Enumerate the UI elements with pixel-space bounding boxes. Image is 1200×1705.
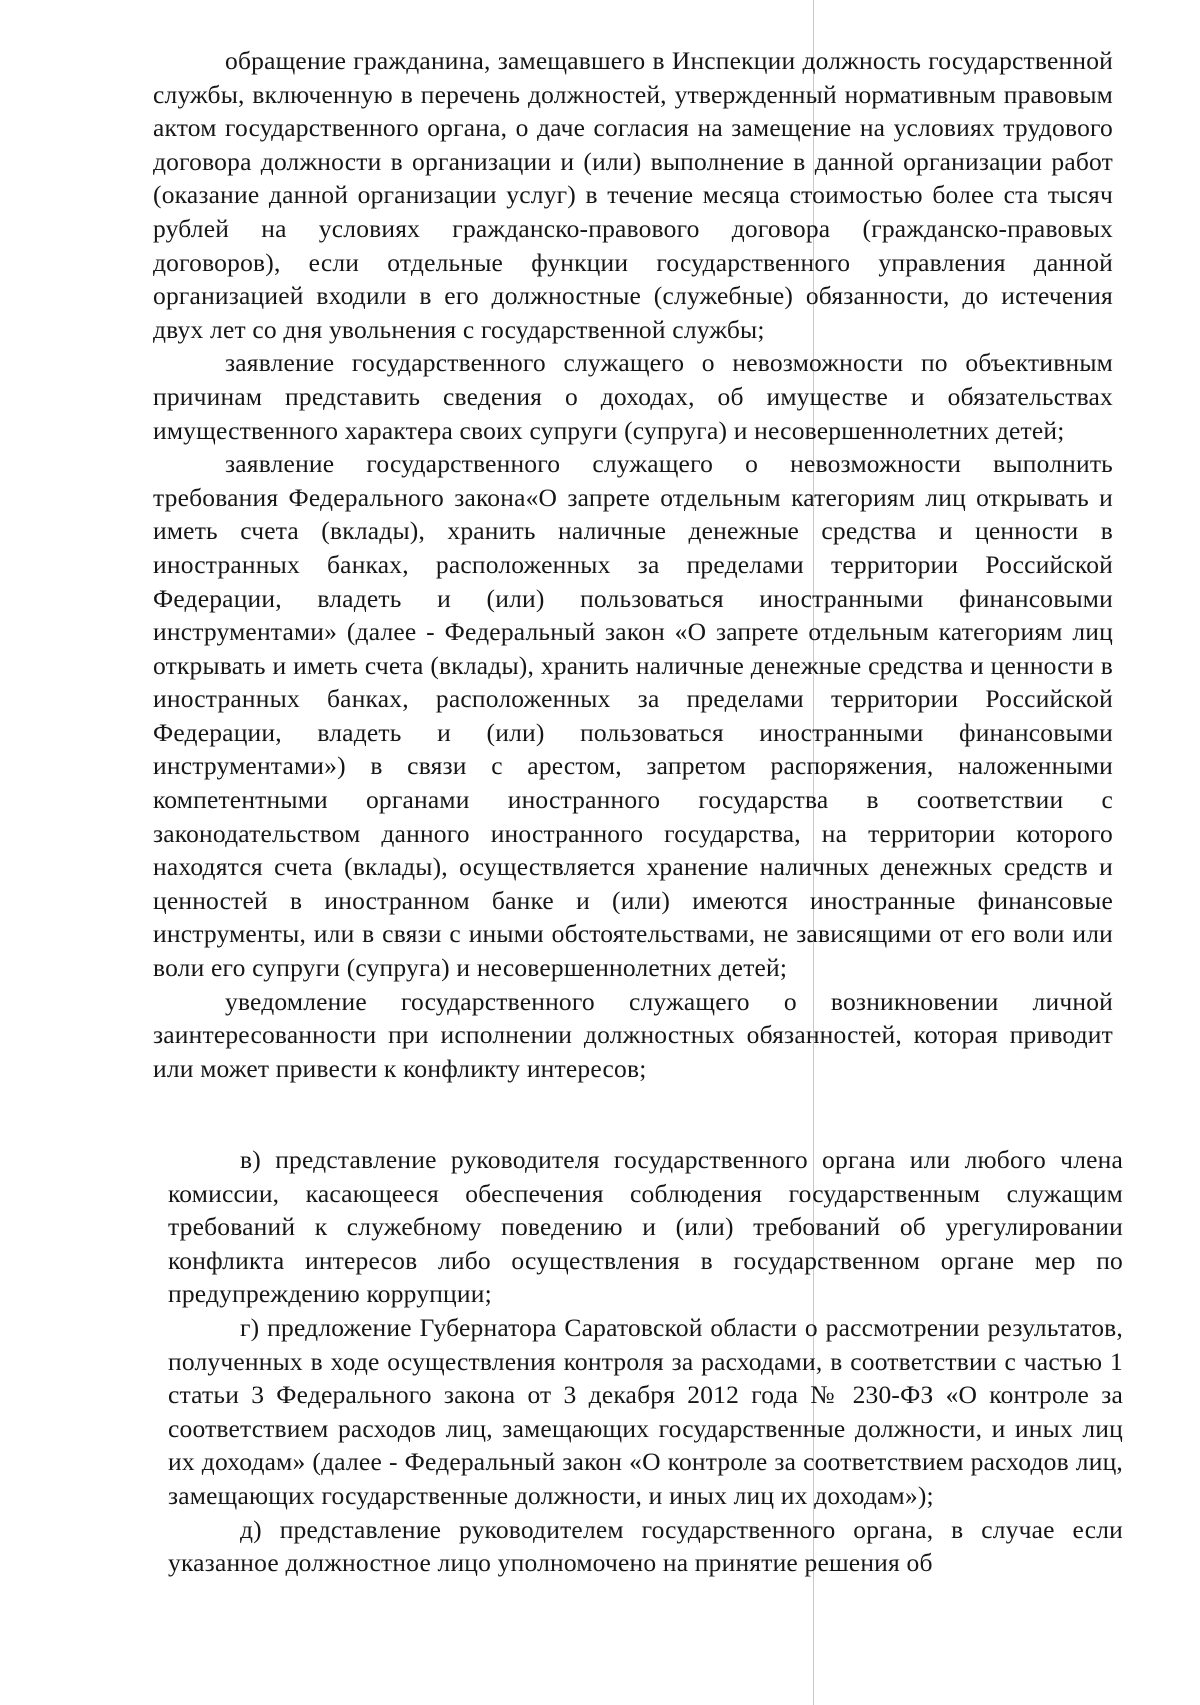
paragraph-statement-income: заявление государственного служащего о невозможности по объективным причинам представить сведения о доходах, об имуществе и обязательствах имущественного характера своих супруги (супруга) и несовершеннолетних детей; xyxy=(153,348,1113,445)
paragraph-statement-foreign-accounts: заявление государственного служащего о невозможности выполнить требования Федерального закона«О запрете отдельным категориям лиц открывать и иметь счета (вклады), хранить наличные денежные средства и ценности в иностранных банках, расположенных за пределами территории Российской Федерации, владеть и (или) пользоваться иностранными финансовыми инструментами» (далее - Федеральный закон «О запрете отдельным категориям лиц открывать и иметь счета (вклады), хранить наличные денежные средства и ценности в иностранных банках, расположенных за пределами территории Российской Федерации, владеть и (или) пользоваться иностранными финансовыми инструментами») в связи с арестом, запретом распоряжения, наложенными компетентными органами иностранного государства в соответствии с законодательством данного иностранного государства, на территории которого находятся счета (вклады), осуществляется хранение наличных денежных средств и ценностей в иностранном банке и (или) имеются иностранные финансовые инструменты, или в связи с иными обстоятельствами, не зависящими от его воли или воли его супруги (супруга) и несовершеннолетних детей; xyxy=(153,449,1113,983)
document-body-top xyxy=(153,44,1113,1085)
paragraph-item-g: г) предложение Губернатора Саратовской области о рассмотрении результатов, полученных в ходе осуществления контроля за расходами, в соответствии с частью 1 статьи 3 Федерального закона от 3 декабря 2012 года № 230-ФЗ «О контроле за соответствием расходов лиц, замещающих государственные должности, и иных лиц их доходам» (далее - Федеральный закон «О контроле за соответствием расходов лиц, замещающих государственные должности, и иных лиц их доходам»); xyxy=(168,1312,1123,1510)
paragraph-item-v: в) представление руководителя государственного органа или любого члена комиссии, касающееся обеспечения соблюдения государственным служащим требований к служебному поведению и (или) требований об урегулировании конфликта интересов либо осуществления в государственном органе мер по предупреждению коррупции; xyxy=(168,1145,1123,1309)
paragraph-appeal-continuation: обращение гражданина, замещавшего в Инспекции должность государственной службы, включенную в перечень должностей, утвержденный нормативным правовым актом государственного органа, о даче согласия на замещение на условиях трудового договора должности в организации и (или) выполнение в данной организации работ (оказание данной организации услуг) в течение месяца стоимостью более ста тысяч рублей на условиях гражданско-правового договора (гражданско-правовых договоров), если отдельные функции государственного управления данной организацией входили в его должностные (служебные) обязанности, до истечения двух лет со дня увольнения с государственной службы; xyxy=(153,46,1113,344)
paragraph-notice-conflict: уведомление государственного служащего о возникновении личной заинтересованности при исполнении должностных обязанностей, которая приводит или может привести к конфликту интересов; xyxy=(153,986,1113,1083)
document-body-bottom xyxy=(168,1143,1123,1580)
paragraph-item-d: д) представление руководителем государственного органа, в случае если указанное должностное лицо уполномочено на принятие решения об xyxy=(168,1514,1123,1578)
